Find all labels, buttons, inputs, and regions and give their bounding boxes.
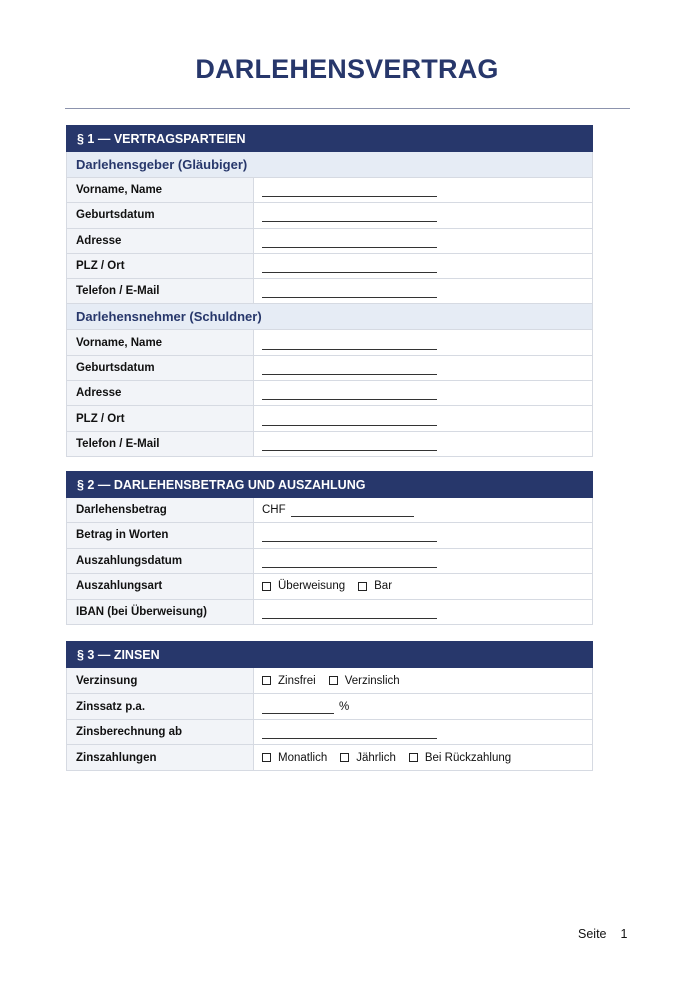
amount-field[interactable] xyxy=(291,503,414,517)
borrower-contact-field[interactable] xyxy=(262,437,437,451)
field-label: Auszahlungsdatum xyxy=(67,549,254,573)
lender-birthdate-field[interactable] xyxy=(262,208,437,222)
amount-words-field[interactable] xyxy=(262,528,437,542)
field-label: IBAN (bei Überweisung) xyxy=(67,600,254,624)
field-label: Adresse xyxy=(67,381,254,405)
field-label: Adresse xyxy=(67,229,254,253)
form-row xyxy=(66,330,593,355)
page-number: 1 xyxy=(620,927,628,941)
interest-rate-field[interactable] xyxy=(262,700,334,714)
form-row xyxy=(66,432,593,457)
field-label: Auszahlungsart xyxy=(67,574,254,599)
checkbox-icon[interactable] xyxy=(358,582,367,591)
interest-option-free[interactable]: Zinsfrei xyxy=(262,675,316,687)
form-row xyxy=(66,523,593,548)
field-label: Vorname, Name xyxy=(67,178,254,202)
form-row xyxy=(66,549,593,574)
field-label: Zinssatz p.a. xyxy=(67,694,254,719)
form-row xyxy=(66,694,593,720)
borrower-zip-city-field[interactable] xyxy=(262,412,437,426)
section-3-heading: § 3 — ZINSEN xyxy=(66,641,593,668)
section-1-heading: § 1 — VERTRAGSPARTEIEN xyxy=(66,125,593,152)
section-interest xyxy=(66,641,593,771)
form-row xyxy=(66,745,593,771)
form-row xyxy=(66,178,593,203)
iban-field[interactable] xyxy=(262,605,437,619)
field-label: Zinszahlungen xyxy=(67,745,254,770)
checkbox-icon[interactable] xyxy=(262,582,271,591)
checkbox-icon[interactable] xyxy=(262,676,271,685)
borrower-heading: Darlehensnehmer (Schuldner) xyxy=(66,304,593,330)
payment-option-monthly[interactable]: Monatlich xyxy=(262,752,327,764)
form-row xyxy=(66,720,593,745)
field-label: PLZ / Ort xyxy=(67,406,254,430)
checkbox-icon[interactable] xyxy=(262,753,271,762)
field-label: Vorname, Name xyxy=(67,330,254,354)
field-label: Telefon / E-Mail xyxy=(67,432,254,456)
field-label: Betrag in Worten xyxy=(67,523,254,547)
payout-date-field[interactable] xyxy=(262,554,437,568)
payment-option-yearly[interactable]: Jährlich xyxy=(340,752,396,764)
form-row xyxy=(66,574,593,600)
document-title: DARLEHENSVERTRAG xyxy=(195,54,499,84)
form-row xyxy=(66,279,593,304)
checkbox-icon[interactable] xyxy=(329,676,338,685)
borrower-name-field[interactable] xyxy=(262,336,437,350)
field-label: Geburtsdatum xyxy=(67,356,254,380)
currency-label: CHF xyxy=(262,504,286,517)
page-label: Seite xyxy=(578,927,607,941)
form-row xyxy=(66,254,593,279)
checkbox-icon[interactable] xyxy=(340,753,349,762)
form-row xyxy=(66,356,593,381)
field-label: Telefon / E-Mail xyxy=(67,279,254,303)
field-label: PLZ / Ort xyxy=(67,254,254,278)
lender-name-field[interactable] xyxy=(262,183,437,197)
form-row xyxy=(66,600,593,625)
field-label: Zinsberechnung ab xyxy=(67,720,254,744)
title-divider xyxy=(65,108,630,109)
lender-heading: Darlehensgeber (Gläubiger) xyxy=(66,152,593,178)
percent-unit: % xyxy=(339,700,350,713)
method-option-transfer[interactable]: Überweisung xyxy=(262,580,345,592)
form-row xyxy=(66,381,593,406)
borrower-birthdate-field[interactable] xyxy=(262,361,437,375)
method-option-cash[interactable]: Bar xyxy=(358,580,392,592)
lender-zip-city-field[interactable] xyxy=(262,259,437,273)
lender-contact-field[interactable] xyxy=(262,284,437,298)
form-row xyxy=(66,406,593,431)
interest-option-bearing[interactable]: Verzinslich xyxy=(329,675,400,687)
section-amount xyxy=(66,471,593,625)
form-row xyxy=(66,668,593,694)
payment-option-at-repayment[interactable]: Bei Rückzahlung xyxy=(409,752,511,764)
form-row xyxy=(66,203,593,228)
interest-start-field[interactable] xyxy=(262,725,437,739)
page-footer xyxy=(578,927,627,941)
borrower-address-field[interactable] xyxy=(262,386,437,400)
field-label: Darlehensbetrag xyxy=(67,498,254,522)
lender-address-field[interactable] xyxy=(262,234,437,248)
checkbox-icon[interactable] xyxy=(409,753,418,762)
form-row xyxy=(66,498,593,523)
field-label: Geburtsdatum xyxy=(67,203,254,227)
section-parties xyxy=(66,125,593,457)
form-row xyxy=(66,229,593,254)
field-label: Verzinsung xyxy=(67,668,254,693)
section-2-heading: § 2 — DARLEHENSBETRAG UND AUSZAHLUNG xyxy=(66,471,593,498)
